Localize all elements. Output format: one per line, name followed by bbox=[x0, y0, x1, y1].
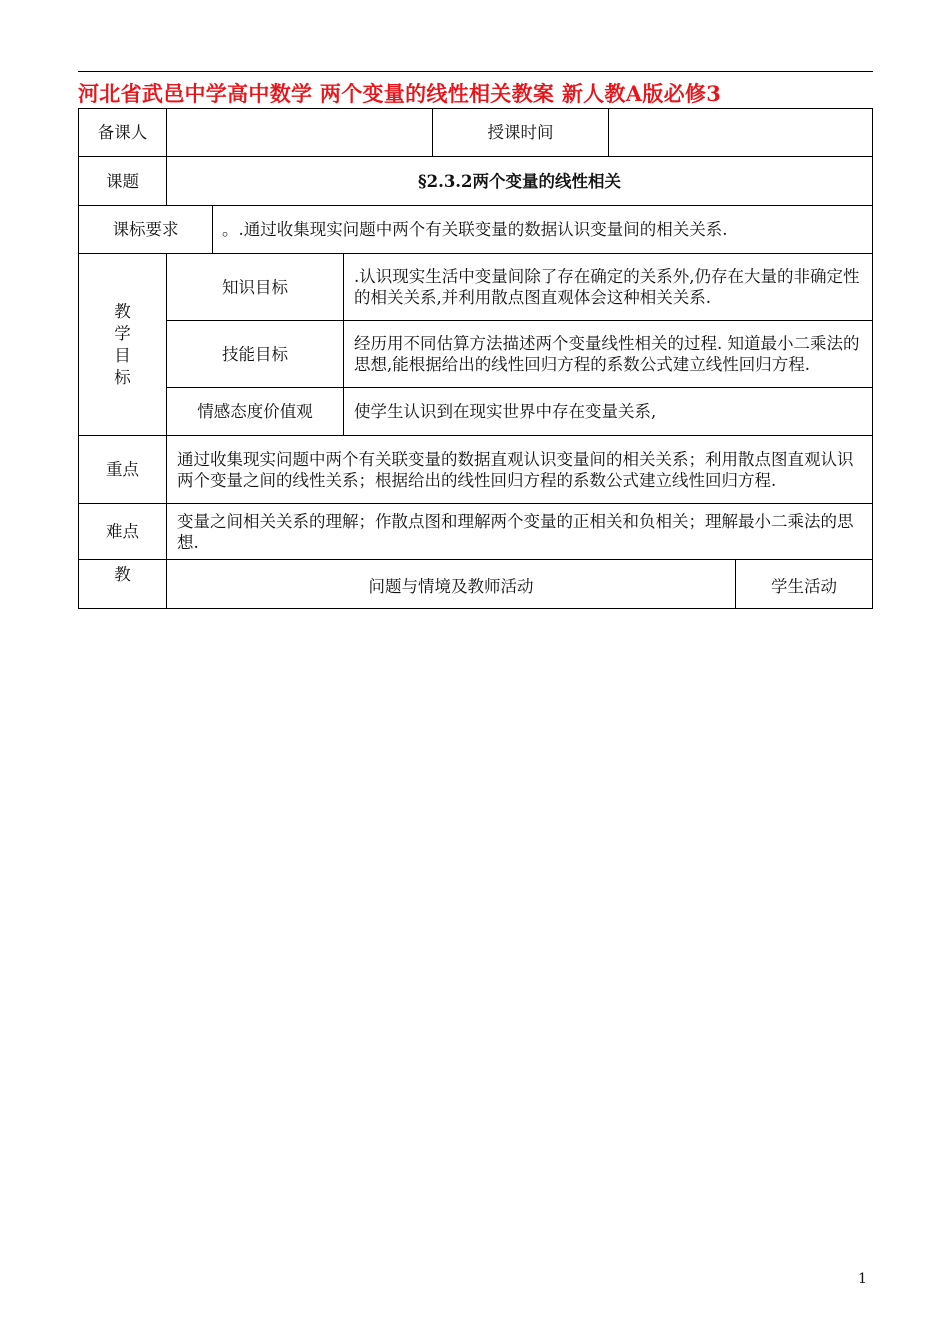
skill-value-cell bbox=[343, 320, 873, 388]
standard-label-cell bbox=[78, 205, 213, 254]
difficulties-value: 变量之间相关关系的理解；作散点图和理解两个变量的正相关和负相关；理解最小二乘法的思想. bbox=[177, 511, 854, 552]
time-label-cell bbox=[432, 108, 609, 157]
key-points-label-cell bbox=[78, 435, 167, 504]
key-points-value-cell bbox=[166, 435, 873, 504]
teacher-activity-header: 问题与情境及教师活动 bbox=[368, 576, 534, 596]
preparer-label-cell bbox=[78, 108, 167, 157]
teacher-activity-header-cell bbox=[166, 559, 736, 609]
process-label-cell bbox=[78, 559, 167, 609]
page-number: 1 bbox=[858, 1271, 867, 1287]
topic-label: 课题 bbox=[106, 171, 139, 191]
emotion-label-cell bbox=[166, 387, 344, 436]
skill-value: 经历用不同估算方法描述两个变量线性相关的过程. 知道最小二乘法的思想,能根据给出的线性回归方程的系数公式建立线性回归方程. bbox=[354, 334, 860, 374]
difficulties-label: 难点 bbox=[106, 522, 139, 541]
knowledge-label: 知识目标 bbox=[222, 277, 288, 297]
standard-value-cell bbox=[212, 205, 873, 254]
preparer-label: 备课人 bbox=[97, 123, 148, 142]
objectives-label-char: 标 bbox=[114, 367, 131, 387]
skill-label: 技能目标 bbox=[222, 344, 288, 364]
time-label: 授课时间 bbox=[487, 123, 554, 142]
standard-value: 。.通过收集现实问题中两个有关联变量的数据认识变量间的相关关系. bbox=[222, 220, 728, 239]
process-label: 教 bbox=[114, 565, 131, 584]
key-points-value: 通过收集现实问题中两个有关联变量的数据直观认识变量间的相关关系；利用散点图直观认识两个变量之间的线性关系；根据给出的线性回归方程的系数公式建立线性回归方程. bbox=[177, 449, 854, 490]
objectives-label-char: 教 bbox=[114, 301, 131, 321]
student-activity-header-cell bbox=[735, 559, 873, 609]
student-activity-header: 学生活动 bbox=[771, 576, 837, 596]
difficulties-label-cell bbox=[78, 503, 167, 560]
emotion-label: 情感态度价值观 bbox=[197, 402, 313, 421]
knowledge-value: .认识现实生活中变量间除了存在确定的关系外,仍存在大量的非确定性的相关关系,并利用散点图直观体会这种相关关系. bbox=[354, 267, 860, 307]
difficulties-value-cell bbox=[166, 503, 873, 560]
skill-label-cell bbox=[166, 320, 344, 388]
knowledge-label-cell bbox=[166, 253, 344, 321]
top-rule bbox=[78, 71, 873, 72]
objectives-label-cell bbox=[78, 253, 167, 436]
topic-value-cell bbox=[166, 156, 873, 206]
emotion-value: 使学生认识到在现实世界中存在变量关系, bbox=[354, 402, 657, 421]
knowledge-value-cell bbox=[343, 253, 873, 321]
topic-value: §2.3.2两个变量的线性相关 bbox=[417, 171, 622, 191]
objectives-label-char: 学 bbox=[114, 323, 131, 343]
preparer-value-cell bbox=[166, 108, 433, 157]
objectives-label-char: 目 bbox=[114, 345, 131, 365]
emotion-value-cell bbox=[343, 387, 873, 436]
standard-label: 课标要求 bbox=[112, 220, 179, 239]
document-title: 河北省武邑中学高中数学 两个变量的线性相关教案 新人教A版必修3 bbox=[78, 81, 722, 106]
key-points-label: 重点 bbox=[106, 460, 139, 479]
topic-label-cell bbox=[78, 156, 167, 206]
time-value-cell bbox=[608, 108, 873, 157]
